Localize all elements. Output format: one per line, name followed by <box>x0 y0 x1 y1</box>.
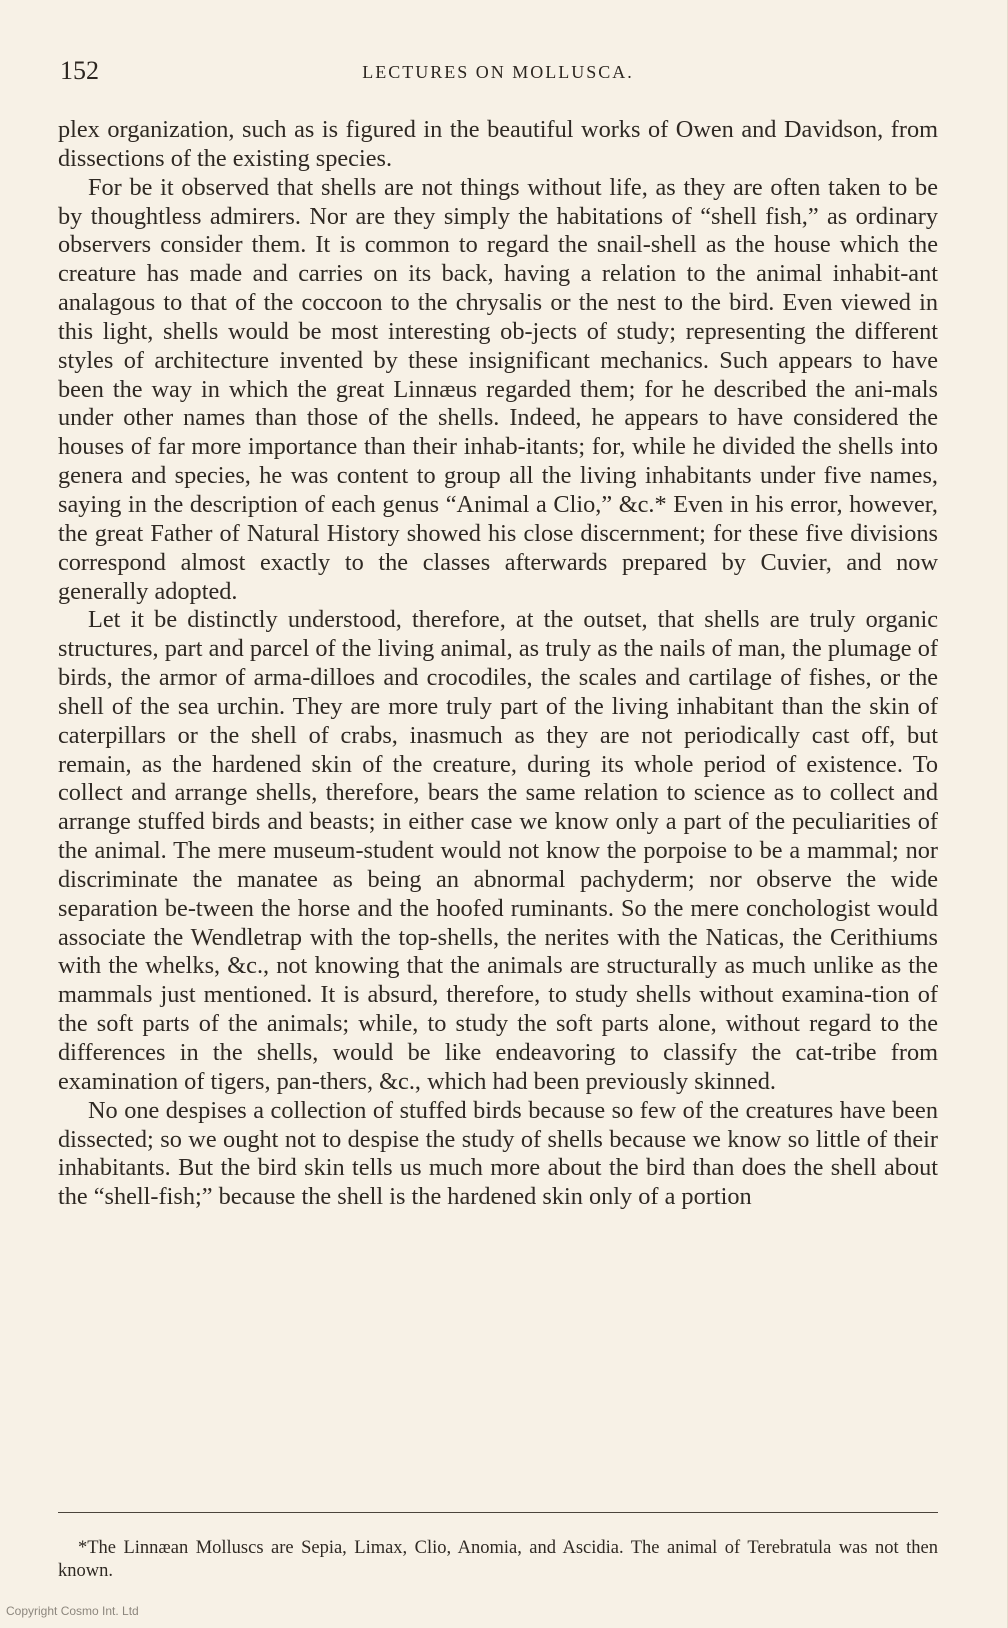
paragraph-shells-organic: Let it be distinctly understood, therefore, at the outset, that shells are truly organic structures, part and parcel of the living animal, as truly as the nails of man, the plumage of birds, the armor of arma-dilloes and crocodiles, the scales and cartilage of fishes, or the shell of the sea urchin. They are more truly part of the living inhabitant than the skin of caterpillars or the shell of crabs, inasmuch as they are not periodically cast off, but remain, as the hardened skin of the creature, during its whole period of existence. To collect and arrange shells, therefore, bears the same relation to science as to collect and arrange stuffed birds and beasts; in either case we know only a part of the peculiarities of the animal. The mere museum-student would not know the porpoise to be a mammal; nor discriminate the manatee as being an abnormal pachyderm; nor observe the wide separation be-tween the horse and the hoofed ruminants. So the mere conchologist would associate the Wendletrap with the top-shells, the nerites with the Naticas, the Cerithiums with the whelks, &c., not knowing that the animals are structurally as much unlike as the mammals just mentioned. It is absurd, therefore, to study shells without examina-tion of the soft parts of the animals; while, to study the soft parts alone, without regard to the differences in the shells, would be like endeavoring to classify the cat-tribe from examination of tigers, pan-thers, &c., which had been previously skinned. <box>58 606 938 1095</box>
paragraph-shells-not-lifeless: For be it observed that shells are not things without life, as they are often taken to be by thoughtless admirers. Nor are they simply the habitations of “shell fish,” as ordinary observers consider them. It is common to regard the snail-shell as the house which the creature has made and carries on its back, having a relation to the animal inhabit-ant analagous to that of the coccoon to the chrysalis or the nest to the bird. Even viewed in this light, shells would be most interesting ob-jects of study; representing the different styles of architecture invented by these insignificant mechanics. Such appears to have been the way in which the great Linnæus regarded them; for he described the ani-mals under other names than those of the shells. Indeed, he appears to have considered the houses of far more importance than their inhab-itants; for, while he divided the shells into genera and species, he was content to group all the living inhabitants under five names, saying in the description of each genus “Animal a Clio,” &c.* Even in his error, however, the great Father of Natural History showed his close discernment; for these five divisions correspond almost exactly to the classes afterwards prepared by Cuvier, and now generally adopted. <box>58 173 938 605</box>
body-text <box>58 116 938 1212</box>
footnote <box>58 1537 938 1583</box>
page-number: 152 <box>60 56 99 85</box>
paragraph-stuffed-birds: No one despises a collection of stuffed birds because so few of the creatures have been dissected; so we ought not to despise the study of shells because we know so little of their inhabitants. But the bird skin tells us much more about the bird than does the shell about the “shell-fish;” because the shell is the hardened skin only of a portion <box>58 1096 938 1211</box>
running-title: LECTURES ON MOLLUSCA. <box>362 62 634 82</box>
copyright-watermark: Copyright Cosmo Int. Ltd <box>6 1604 139 1618</box>
footnote-divider <box>58 1512 938 1513</box>
paragraph-continued: plex organization, such as is figured in the beautiful works of Owen and Davidson, from dissections of the existing species. <box>58 116 938 172</box>
page-header <box>58 56 938 90</box>
footnote-text: *The Linnæan Molluscs are Sepia, Limax, Clio, Anomia, and Ascidia. The animal of Terebratula was not then known. <box>58 1538 938 1581</box>
